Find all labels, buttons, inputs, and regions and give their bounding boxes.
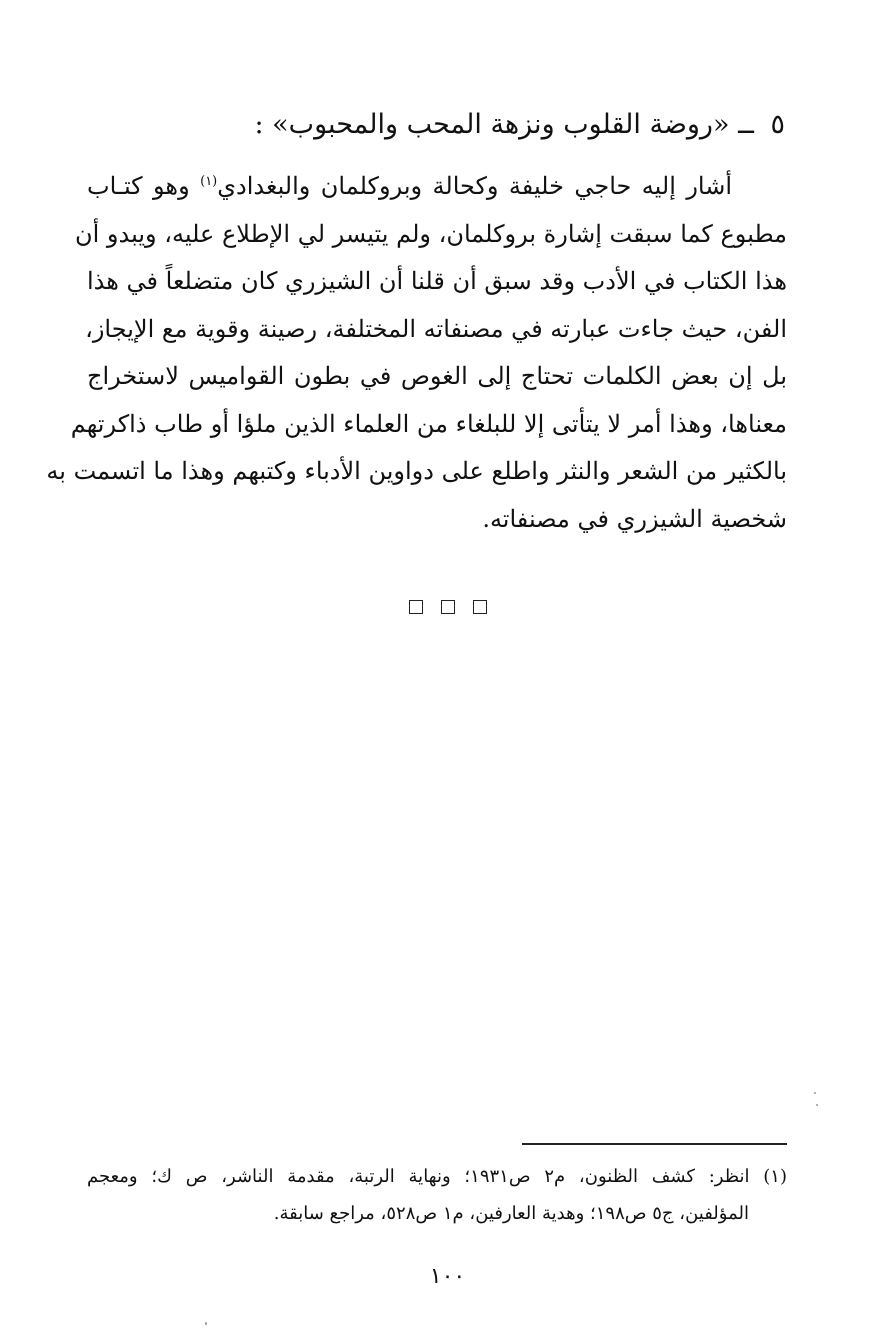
separator-square-icon [473, 600, 487, 614]
paragraph-line: شخصية الشيزري في مصنفاته. [482, 504, 787, 533]
paragraph-line: بالكثير من الشعر والنثر واطلع على دواوين الأدباء وكتبهم وهذا ما اتسمت به [46, 457, 787, 485]
paragraph-line: هذا الكتاب في الأدب وقد سبق أن قلنا أن الشيزري كان متضلعاً في هذا [87, 267, 788, 295]
paragraph-line-text: أشار إليه حاجي خليفة وكحالة وبروكلمان والبغدادي [217, 172, 732, 200]
scan-speck [205, 1322, 207, 1325]
section-separator [0, 600, 895, 614]
section-number: ٥ [770, 109, 785, 140]
separator-square-icon [409, 600, 423, 614]
footnote-rule [522, 1143, 787, 1145]
footnote-line: المؤلفين، ج٥ ص١٩٨؛ وهدية العارفين، م١ ص٥٢٨، مراجع سابقة. [273, 1203, 749, 1224]
footnote-reference: (١) [200, 174, 218, 189]
footnote [87, 1158, 787, 1232]
paragraph [46, 163, 788, 543]
footnote-line: (١) انظر: كشف الظنون، م٢ ص١٩٣١؛ ونهاية الرتبة، مقدمة الناشر، ص ك؛ ومعجم [87, 1166, 787, 1187]
scan-speck [814, 1092, 816, 1094]
section-title: «روضة القلوب ونزهة المحب والمحبوب» : [254, 109, 730, 140]
paragraph-line-tail: وهو كتـاب [87, 172, 201, 200]
paragraph-line: معناها، وهذا أمر لا يتأتى إلا للبلغاء من العلماء الذين ملؤا أو طاب ذاكرتهم [70, 409, 787, 438]
separator-square-icon [441, 600, 455, 614]
section-heading [85, 100, 785, 150]
page-number: ١٠٠ [429, 1264, 466, 1289]
paragraph-line: مطبوع كما سبقت إشارة بروكلمان، ولم يتيسر لي الإطلاع عليه، ويبدو أن [74, 219, 787, 248]
heading-dash: ــ [738, 109, 754, 140]
paragraph-line: الفن، حيث جاءت عبارته في مصنفاته المختلفة، رصينة وقوية مع الإيجاز، [85, 314, 787, 343]
paragraph-line: بل إن بعض الكلمات تحتاج إلى الغوص في بطون القواميس لاستخراج [87, 362, 787, 390]
paragraph-line [87, 163, 787, 211]
scan-speck [816, 1104, 818, 1106]
